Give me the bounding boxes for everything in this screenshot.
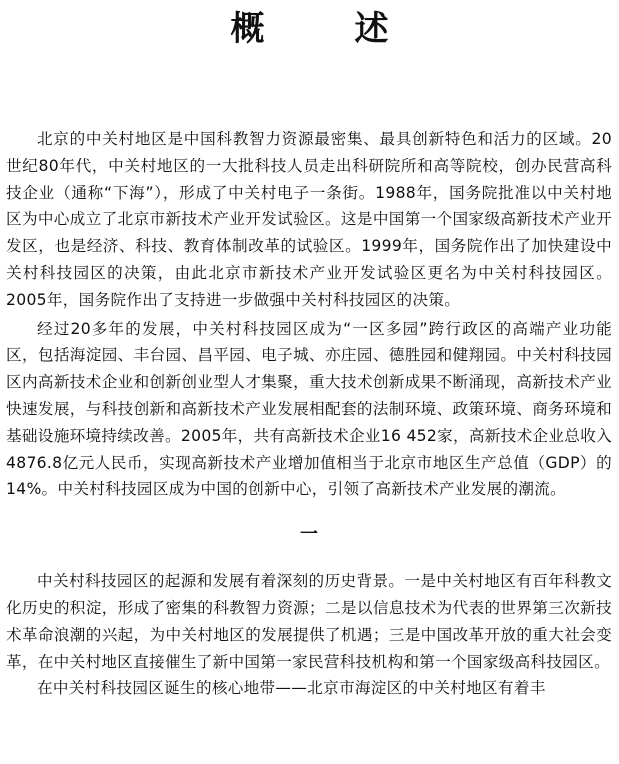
paragraph-1: 北京的中关村地区是中国科教智力资源最密集、最具创新特色和活力的区域。20世纪80年代，中关村地区的一大批科技人员走出科研院所和高等院校，创办民营高科技企业（通称“下海”），形成了中关村电子一条街。1988年，国务院批准以中关村地区为中心成立了北京市新技术产业开发试验区。这是中国第一个国家级高新技术产业开发区，也是经济、科技、教育体制改革的试验区。1999年，国务院作出了加快建设中关村科技园区的决策，由此北京市新技术产业开发试验区更名为中关村科技园区。2005年，国务院作出了支持进一步做强中关村科技园区的决策。	[6, 130, 612, 309]
paragraph-3: 中关村科技园区的起源和发展有着深刻的历史背景。一是中关村地区有百年科教文化历史的积淀，形成了密集的科教智力资源；二是以信息技术为代表的世界第三次新技术革命浪潮的兴起，为中关村地区的发展提供了机遇；三是中国改革开放的重大社会变革，在中关村地区直接催生了新中国第一家民营科技机构和第一个国家级高科技园区。	[6, 572, 612, 671]
paragraph-4: 在中关村科技园区诞生的核心地带——北京市海淀区的中关村地区有着丰	[37, 679, 546, 698]
page-title: 概 述	[230, 9, 417, 49]
section-marker	[6, 505, 612, 565]
paragraph-2: 经过20多年的发展，中关村科技园区成为“一区多园”跨行政区的高端产业功能区，包括海淀园、丰台园、昌平园、电子城、亦庄园、德胜园和健翔园。中关村科技园区内高新技术企业和创新创业型人才集聚，重大技术创新成果不断涌现，高新技术产业快速发展，与科技创新和高新技术产业发展相配套的法制环境、政策环境、商务环境和基础设施环境持续改善。2005年，共有高新技术企业16 452家，高新技术企业总收入4876.8亿元人民币，实现高新技术产业增加值相当于北京市地区生产总值（GDP）的14%。中关村科技园区成为中国的创新中心，引领了高新技术产业发展的潮流。	[6, 319, 612, 499]
section-number: 一	[300, 524, 318, 546]
body-text	[6, 126, 612, 702]
